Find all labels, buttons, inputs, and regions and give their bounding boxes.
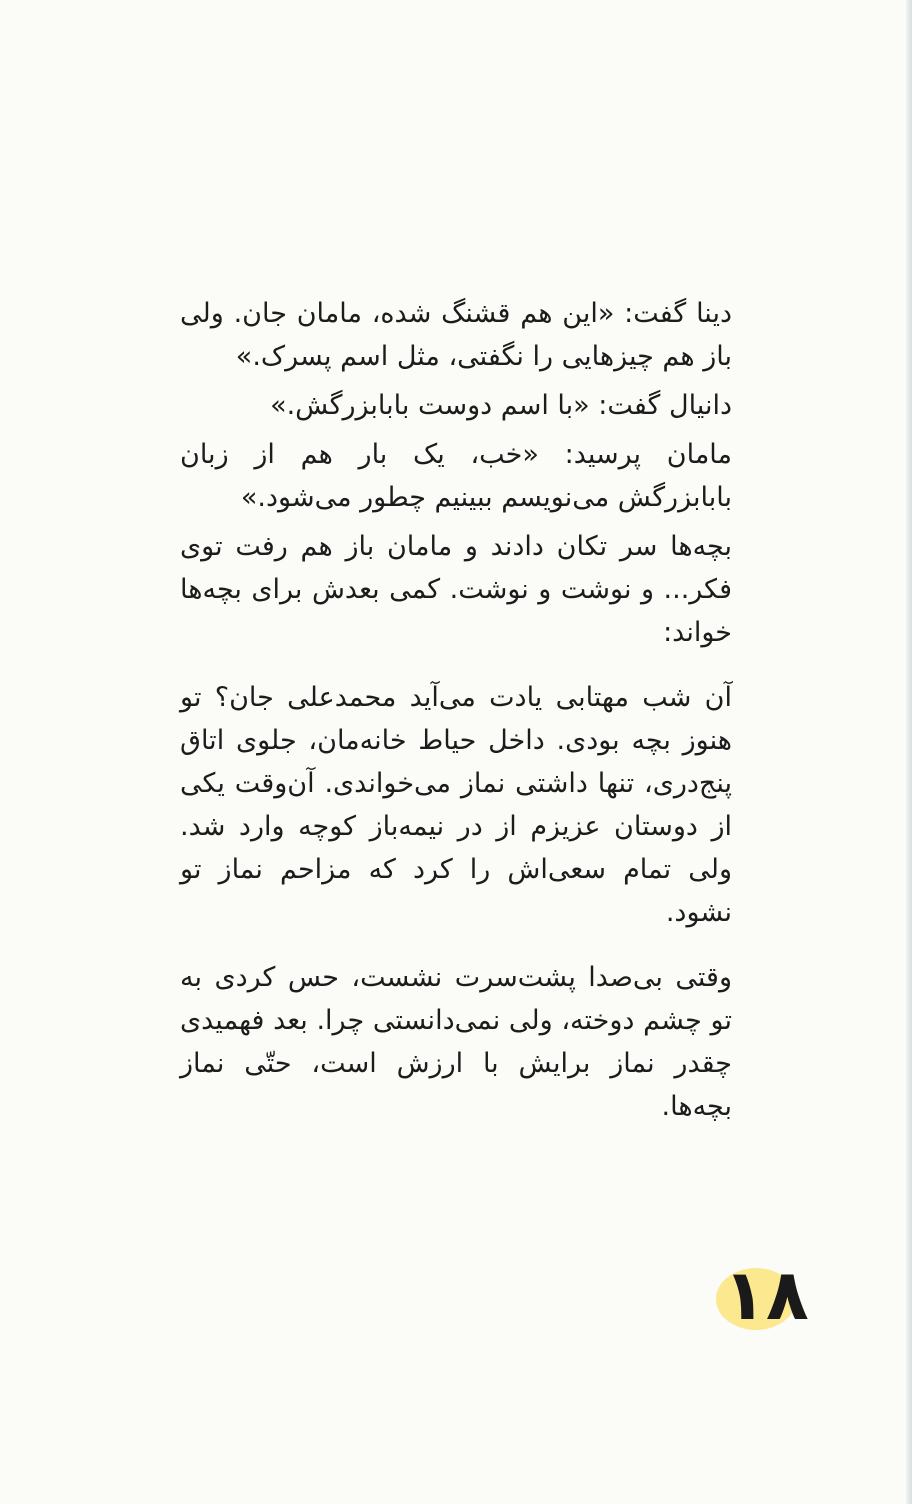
body-text <box>180 292 732 1134</box>
paragraph: آن شب مهتابی یادت می‌آید محمدعلی جان؟ تو هنوز بچه بودی. داخل حیاط خانه‌مان، جلوی اتاق پنج‌دری، تنها داشتی نماز می‌خواندی. آن‌وقت یکی از دوستان عزیزم از در نیمه‌باز کوچه وارد شد. ولی تمام سعی‌اش را کرد که مزاحم نماز تو نشود. <box>180 682 732 928</box>
page-number-badge <box>712 1254 820 1336</box>
paragraph: دینا گفت: «این هم قشنگ شده، مامان جان. ولی باز هم چیزهایی را نگفتی، مثل اسم پسرک.» <box>180 298 732 372</box>
paragraph: وقتی بی‌صدا پشت‌سرت نشست، حس کردی به تو چشم دوخته، ولی نمی‌دانستی چرا. بعد فهمیدی چقدر نماز برایش با ارزش است، حتّی نماز بچه‌ها. <box>180 962 732 1122</box>
page-number: ۱۸ <box>723 1254 809 1336</box>
paragraph: دانیال گفت: «با اسم دوست بابابزرگش.» <box>270 390 732 421</box>
page-edge <box>906 0 912 1504</box>
paragraph: مامان پرسید: «خب، یک بار هم از زبان بابابزرگش می‌نویسم ببینیم چطور می‌شود.» <box>180 439 732 513</box>
paragraph: بچه‌ها سر تکان دادند و مامان باز هم رفت توی فکر... و نوشت و نوشت. کمی بعدش برای بچه‌ها خواند: <box>180 531 732 648</box>
